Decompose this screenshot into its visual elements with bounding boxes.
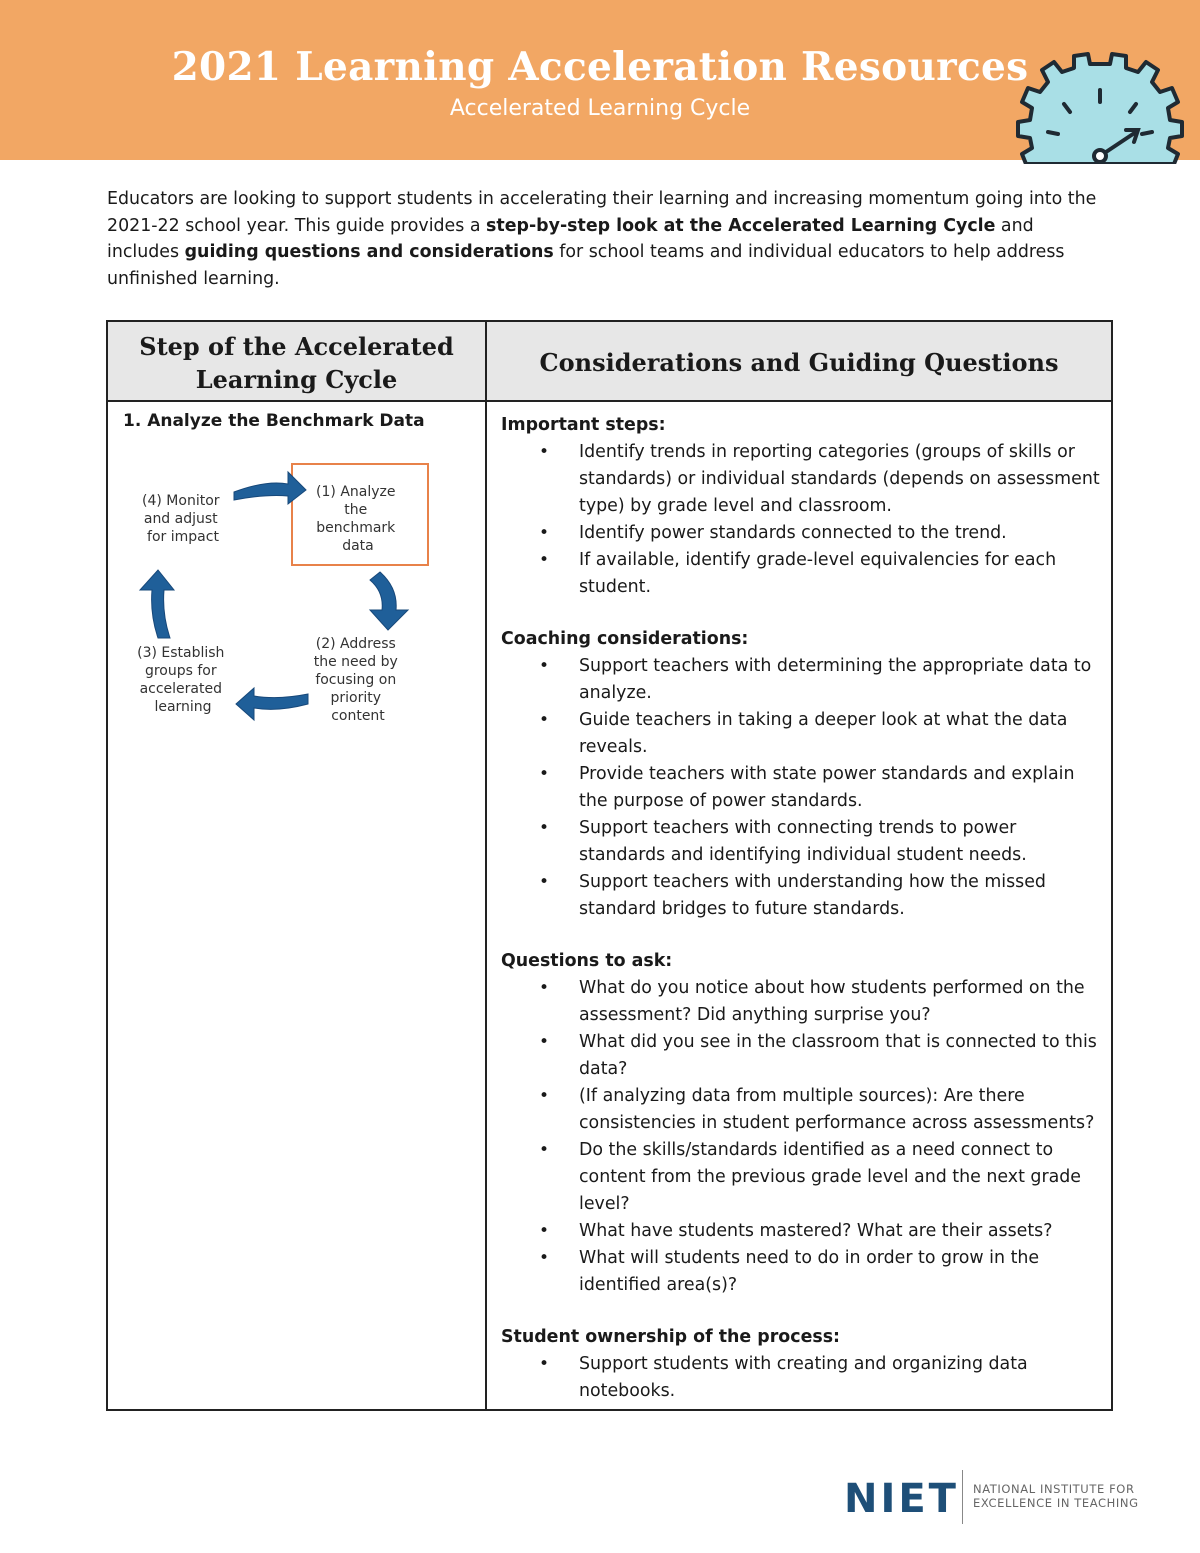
header-considerations-column: Considerations and Guiding Questions [539, 348, 1059, 377]
list-item: • Support teachers with connecting trends to power standards and identifying individual student needs. [501, 815, 1101, 869]
column-divider [485, 322, 487, 1409]
considerations-section [501, 626, 1101, 923]
considerations-section [501, 1324, 1101, 1405]
table-header-row [108, 322, 1111, 402]
section-title: Questions to ask: [501, 951, 673, 971]
bullet-list [501, 975, 1101, 1299]
list-item: • What do you notice about how students performed on the assessment? Did anything surprise you? [501, 975, 1101, 1029]
section-title: Coaching considerations: [501, 629, 749, 649]
cycle-step-4: (4) Monitor and adjust for impact [142, 493, 220, 545]
list-item: • Identify power standards connected to the trend. [501, 520, 1101, 547]
intro-paragraph: Educators are looking to support students in accelerating their learning and increasing momentum going into the 2021-22 school year. This guide provides a step-by-step look at the Accelerated Learning Cycle and includes guiding questions and considerations for school teams and individual educators to help address unfinished learning. [107, 189, 1097, 289]
list-item: • What did you see in the classroom that is connected to this data? [501, 1029, 1101, 1083]
cycle-step-3: (3) Establish groups for accelerated learning [137, 645, 225, 715]
section-title: Important steps: [501, 415, 666, 435]
considerations-section [501, 948, 1101, 1299]
arrow-2-to-3 [236, 688, 308, 720]
bullet-list [501, 653, 1101, 923]
bullet-list [501, 1351, 1101, 1405]
list-item: • What have students mastered? What are their assets? [501, 1218, 1101, 1245]
list-item: • Support students with creating and organizing data notebooks. [501, 1351, 1101, 1405]
cycle-step-1: (1) Analyze the benchmark data [316, 484, 396, 554]
footer-org-line2: EXCELLENCE IN TEACHING [973, 1496, 1139, 1510]
list-item: • Guide teachers in taking a deeper look at what the data reveals. [501, 707, 1101, 761]
list-item: • Do the skills/standards identified as a need connect to content from the previous grade level and the next grade level? [501, 1137, 1101, 1218]
list-item: • If available, identify grade-level equivalencies for each student. [501, 547, 1101, 601]
list-item: • Support teachers with understanding how the missed standard bridges to future standards. [501, 869, 1101, 923]
cycle-diagram [108, 442, 485, 742]
header-step-column: Step of the Accelerated Learning Cycle [139, 332, 454, 394]
page-subtitle: Accelerated Learning Cycle [449, 96, 751, 121]
cycle-step-2: (2) Address the need by focusing on priority content [313, 636, 398, 724]
list-item: • Identify trends in reporting categories (groups of skills or standards) or individual standards (depends on assessment type) by grade level and classroom. [501, 439, 1101, 520]
footer-org-line1: NATIONAL INSTITUTE FOR [973, 1482, 1135, 1496]
bullet-list [501, 439, 1101, 601]
list-item: • Support teachers with determining the appropriate data to analyze. [501, 653, 1101, 707]
list-item: • What will students need to do in order to grow in the identified area(s)? [501, 1245, 1101, 1299]
considerations-section [501, 412, 1101, 601]
section-title: Student ownership of the process: [501, 1327, 841, 1347]
arrow-1-to-2 [370, 572, 408, 630]
list-item: • Provide teachers with state power standards and explain the purpose of power standards. [501, 761, 1101, 815]
arrow-4-to-1 [234, 472, 306, 504]
intro-bold-questions: guiding questions and considerations [184, 242, 554, 262]
footer-logo [844, 1470, 1154, 1526]
intro-bold-cycle: step-by-step look at the Accelerated Learning Cycle [486, 215, 996, 236]
niet-logo: NIET [844, 1476, 959, 1522]
footer-divider [962, 1470, 963, 1524]
gear-speedometer-icon [998, 52, 1200, 164]
cycle-table [106, 320, 1113, 1411]
page-title: 2021 Learning Acceleration Resources [171, 44, 1029, 90]
step-title: 1. Analyze the Benchmark Data [123, 411, 425, 431]
list-item: • (If analyzing data from multiple sources): Are there consistencies in student performance across assessments? [501, 1083, 1101, 1137]
arrow-3-to-4 [140, 570, 174, 638]
considerations-content [501, 412, 1101, 1430]
header-banner [0, 0, 1200, 160]
